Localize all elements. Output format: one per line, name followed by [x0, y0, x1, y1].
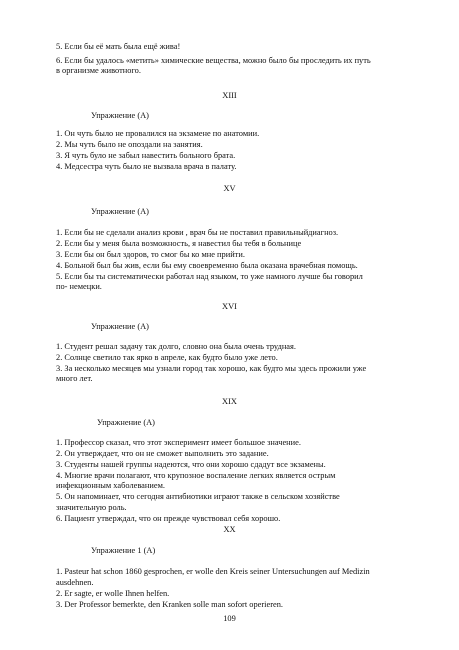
exercise-heading: Упражнение 1 (А) — [91, 546, 156, 555]
list-item: 3. Если бы он был здоров, то смог бы ко мне прийти. — [56, 250, 245, 259]
exercise-heading: Упражнение (А) — [91, 322, 149, 331]
exercise-heading: Упражнение (А) — [97, 418, 155, 427]
exercise-heading: Упражнение (А) — [91, 111, 149, 120]
section-numeral: XX — [223, 525, 236, 534]
list-item: 2. Er sagte, er wolle Ihnen helfen. — [56, 589, 170, 598]
list-item: 3. Я чуть було не забыл навестить больного брата. — [56, 151, 236, 160]
list-item: по- немецки. — [56, 282, 102, 291]
page-number: 109 — [223, 614, 236, 623]
list-item: 1. Студент решал задачу так долго, словно она была очень трудная. — [56, 342, 296, 351]
list-item: 4. Больной был бы жив, если бы ему своевременно была оказана врачебная помощь. — [56, 261, 358, 270]
list-item: 1. Профессор сказал, что этот эксперимент имеет большое значение. — [56, 438, 301, 447]
section-numeral: XVI — [222, 302, 237, 311]
list-item: 1. Он чуть было не провалился на экзамене по анатомии. — [56, 129, 260, 138]
list-item: ausdehnen. — [56, 578, 94, 587]
list-item: много лет. — [56, 374, 93, 383]
list-item: 4. Многие врачи полагают, что крупозное воспаление легких является острым — [56, 471, 336, 480]
text-line: в организме животного. — [56, 66, 141, 75]
list-item: 6. Пациент утверждал, что он прежде чувствовал себя хорошо. — [56, 514, 281, 523]
section-numeral: XIX — [222, 397, 237, 406]
list-item: 1. Если бы не сделали анализ крови , врач бы не поставил правильныйдиагноз. — [56, 228, 339, 237]
list-item: значительную роль. — [56, 503, 127, 512]
list-item: 2. Если бы у меня была возможность, я навестил бы тебя в больнице — [56, 239, 302, 248]
list-item: 1. Pasteur hat schon 1860 gesprochen, er wolle den Kreis seiner Untersuchungen auf Medizin — [56, 567, 370, 576]
text-line: 5. Если бы её мать была ещё жива! — [56, 42, 181, 51]
list-item: инфекционным хаболеванием. — [56, 481, 165, 490]
list-item: 2. Он утверждает, что он не сможет выполнить это задание. — [56, 449, 269, 458]
list-item: 2. Солнце светило так ярко в апреле, как будто было уже лето. — [56, 353, 278, 362]
list-item: 3. Der Professor bemerkte, den Kranken solle man sofort operieren. — [56, 600, 283, 609]
list-item: 3. Студенты нашей группы надеются, что они хорошо сдадут все экзамены. — [56, 460, 326, 469]
list-item: 3. За несколько месяцев мы узнали город так хорошо, как будто мы здесь прожили уже — [56, 364, 367, 373]
exercise-heading: Упражнение (А) — [91, 207, 149, 216]
list-item: 5. Он напоминает, что сегодня антибиотики играют также в сельском хозяйстве — [56, 492, 340, 501]
section-numeral: XV — [223, 184, 236, 193]
list-item: 5. Если бы ты систематически работал над языком, то уже намного лучше бы говорил — [56, 272, 363, 281]
section-numeral: XIII — [222, 91, 237, 100]
list-item: 4. Медсестра чуть было не вызвала врача в палату. — [56, 162, 237, 171]
list-item: 2. Мы чуть было не опоздали на занятия. — [56, 140, 203, 149]
text-line: 6. Если бы удалось «метить» химические вещества, можно было бы проследить их путь — [56, 56, 371, 65]
